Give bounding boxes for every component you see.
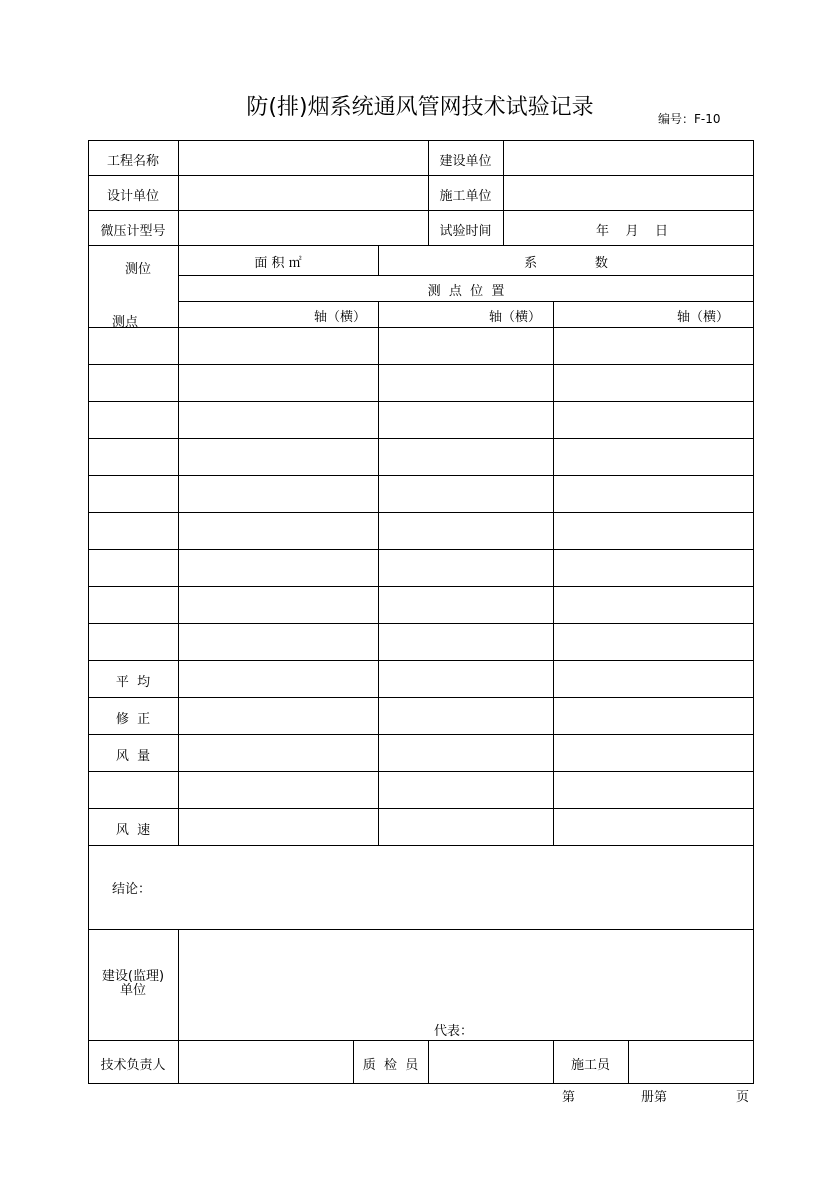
form-code: 编号：F-10 (658, 112, 721, 126)
footer-ye: 页 (736, 1090, 750, 1105)
build-unit-label: 建设单位 (439, 154, 492, 169)
point-position-label: 测 点 位 置 (427, 284, 505, 299)
supervision-label-1: 建设(监理) (101, 969, 165, 984)
footer-ce-di: 册第 (641, 1090, 668, 1105)
construction-unit-label: 施工单位 (439, 189, 492, 204)
supervision-label-2: 单位 (119, 983, 146, 998)
position-label: 测位 (124, 262, 151, 277)
record-table (88, 140, 754, 1084)
constructor-label: 施工员 (570, 1058, 610, 1073)
page-title: 防(排)烟系统通风管网技术试验记录 (246, 95, 594, 120)
row-label-air-speed: 风 速 (115, 823, 151, 838)
point-label: 测点 (112, 315, 139, 330)
tech-lead-label: 技术负责人 (100, 1058, 166, 1073)
axis-label-1: 轴（横） (314, 310, 367, 325)
axis-label-2: 轴（横） (489, 310, 542, 325)
axis-label-3: 轴（横） (677, 310, 730, 325)
coefficient-label: 系 数 (524, 256, 608, 271)
area-label: 面 积 ㎡ (254, 256, 302, 271)
row-label-average: 平 均 (115, 675, 151, 690)
gauge-model-label: 微压计型号 (100, 224, 166, 239)
project-name-label: 工程名称 (106, 154, 159, 169)
footer-di: 第 (562, 1090, 576, 1105)
test-date-placeholder: 年 月 日 (596, 224, 669, 239)
row-label-air-volume: 风 量 (115, 749, 151, 764)
inspector-label: 质 检 员 (362, 1058, 419, 1073)
conclusion-label: 结论： (112, 882, 152, 897)
representative-label: 代表： (434, 1024, 474, 1039)
test-time-label: 试验时间 (439, 224, 492, 239)
row-label-correction: 修 正 (115, 712, 151, 727)
design-unit-label: 设计单位 (106, 189, 159, 204)
